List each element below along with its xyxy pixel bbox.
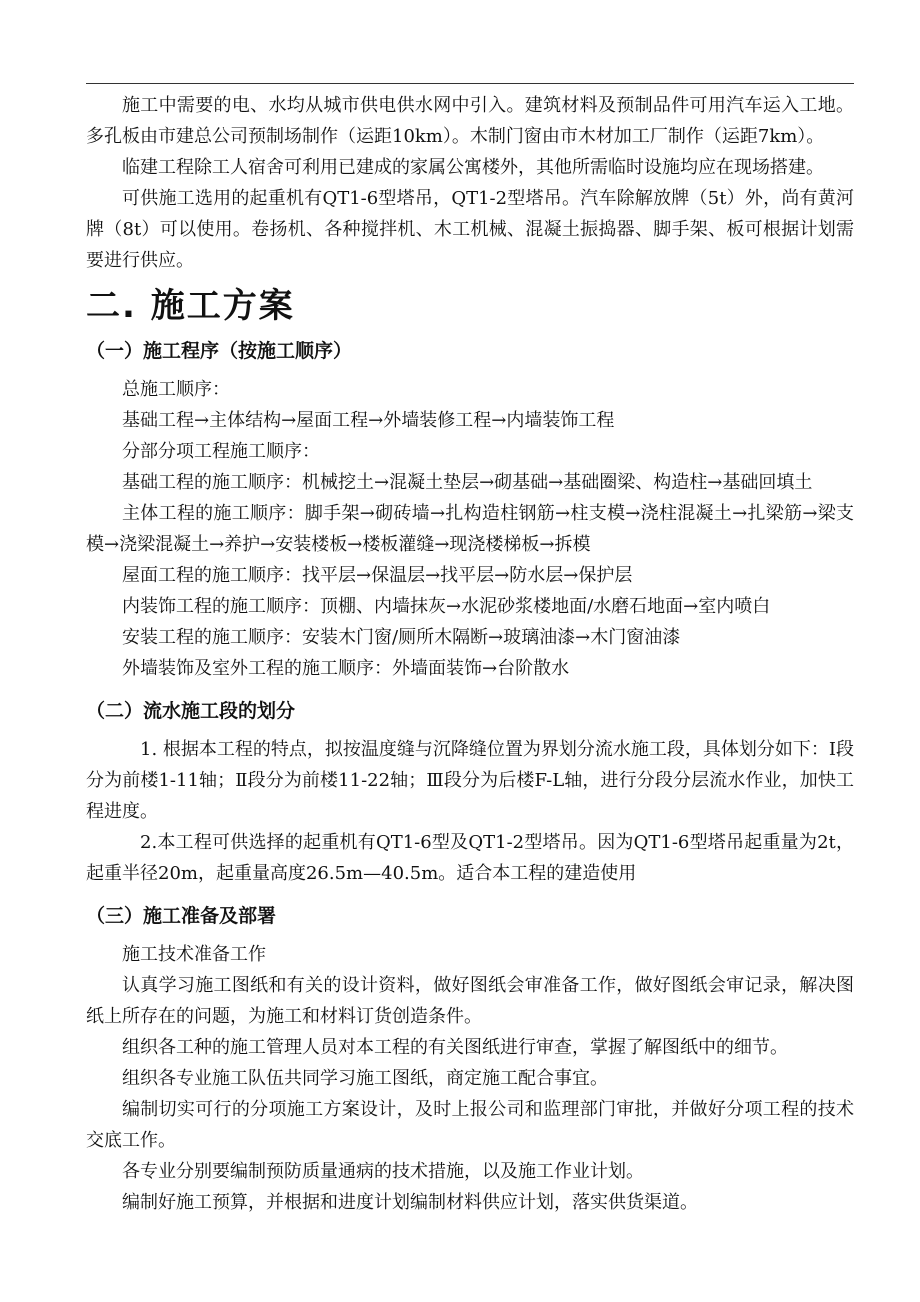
subsection-2-title: （二）流水施工段的划分 [86,700,296,722]
intro-paragraph-2: 临建工程除工人宿舍可利用已建成的家属公寓楼外，其他所需临时设施均应在现场搭建。 [122,157,824,178]
prep-line: 编制切实可行的分项施工方案设计，及时上报公司和监理部门审批，并做好分项工程的技术交底工作。 [86,1099,854,1151]
header-rule [86,83,854,84]
sequence-line: 安装工程的施工顺序：安装木门窗/厕所木隔断→玻璃油漆→木门窗油漆 [122,627,681,648]
document-body [86,90,854,1218]
sequence-line: 外墙装饰及室外工程的施工顺序：外墙面装饰→台阶散水 [122,658,570,679]
subsection-1-title: （一）施工程序（按施工顺序） [86,340,353,362]
prep-line: 组织各专业施工队伍共同学习施工图纸，商定施工配合事宜。 [122,1068,608,1089]
flow-section-paragraph-2: 2.本工程可供选择的起重机有QT1-6型及QT1-2型塔吊。因为QT1-6型塔吊起重量为2t，起重半径20m，起重量高度26.5m—40.5m。适合本工程的建造使用 [86,832,854,884]
prep-line: 组织各工种的施工管理人员对本工程的有关图纸进行审查，掌握了解图纸中的细节。 [122,1037,788,1058]
prep-line: 施工技术准备工作 [122,944,266,965]
intro-paragraph-1: 施工中需要的电、水均从城市供电供水网中引入。建筑材料及预制品件可用汽车运入工地。多孔板由市建总公司预制场制作（运距10km）。木制门窗由市木材加工厂制作（运距7km）。 [86,95,854,147]
flow-section-paragraph-1: 1. 根据本工程的特点，拟按温度缝与沉降缝位置为界划分流水施工段，具体划分如下：Ⅰ段分为前楼1-11轴；Ⅱ段分为前楼11-22轴；Ⅲ段分为后楼F-L轴，进行分段分层流水作业，加快工程进度。 [86,739,855,822]
sequence-line: 分部分项工程施工顺序： [122,441,320,462]
prep-line: 认真学习施工图纸和有关的设计资料，做好图纸会审准备工作，做好图纸会审记录，解决图纸上所存在的问题，为施工和材料订货创造条件。 [86,975,854,1027]
prep-line: 编制好施工预算，并根据和进度计划编制材料供应计划，落实供货渠道。 [122,1192,698,1213]
sequence-line: 基础工程的施工顺序：机械挖土→混凝土垫层→砌基础→基础圈梁、构造柱→基础回填土 [122,472,813,493]
sequence-line: 屋面工程的施工顺序：找平层→保温层→找平层→防水层→保护层 [122,565,633,586]
sequence-line: 基础工程→主体结构→屋面工程→外墙装修工程→内墙装饰工程 [122,410,615,431]
sequence-line: 总施工顺序： [122,379,230,400]
sequence-line: 内装饰工程的施工顺序：顶棚、内墙抹灰→水泥砂浆楼地面/水磨石地面→室内喷白 [122,596,771,617]
prep-line: 各专业分别要编制预防质量通病的技术措施，以及施工作业计划。 [122,1161,644,1182]
sequence-line: 主体工程的施工顺序：脚手架→砌砖墙→扎构造柱钢筋→柱支模→浇柱混凝土→扎梁筋→梁支模→浇梁混凝土→养护→安装楼板→楼板灌缝→现浇楼梯板→拆模 [86,503,854,555]
intro-paragraph-3: 可供施工选用的起重机有QT1-6型塔吊，QT1-2型塔吊。汽车除解放牌（5t）外，尚有黄河牌（8t）可以使用。卷扬机、各种搅拌机、木工机械、混凝土振捣器、脚手架、板可根据计划需要进行供应。 [86,188,854,271]
section-title: 二. 施工方案 [86,286,295,326]
subsection-3-title: （三）施工准备及部署 [86,905,277,927]
